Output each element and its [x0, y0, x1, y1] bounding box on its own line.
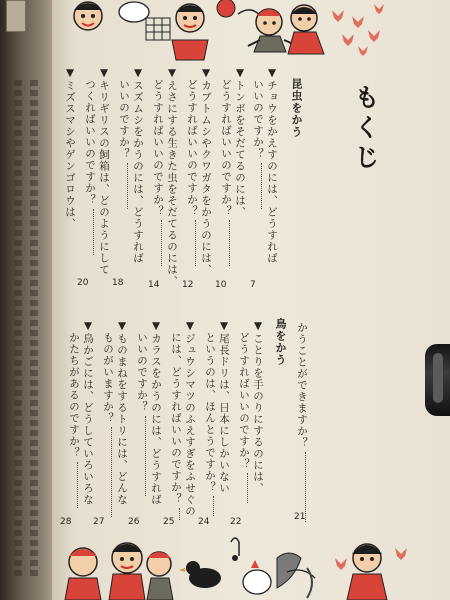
toc-entry-line: ▼鳥かごには、どうしていろいろな — [82, 320, 94, 506]
page-number: 10 — [215, 280, 227, 290]
leader-dots — [145, 416, 146, 496]
page-number: 12 — [182, 280, 194, 290]
toc-entry-line: ▼ものまねをするトリには、どんな — [116, 320, 128, 506]
toc-entry-continuation: ものがいますか？ — [102, 332, 114, 520]
toc-entry-continuation: には、どうすればいいのですか？ — [170, 332, 182, 523]
page-number: 26 — [128, 517, 140, 527]
page-number: 18 — [112, 278, 124, 288]
toc-entry-continuation: どうすればいいのですか？ — [220, 79, 232, 269]
page-corner-tab — [6, 0, 26, 32]
toc-entry-continuation: というのは、ほんとうですか？ — [204, 332, 216, 519]
section-heading: 昆虫をかう — [290, 78, 303, 138]
leader-dots — [247, 473, 248, 503]
page-number: 28 — [60, 517, 72, 527]
toc-entry-continuation: どうすればいいのですか？ — [238, 332, 250, 506]
cartoon-children-illustration-top — [62, 0, 392, 68]
toc-entry-continuation: いいのですか？ — [136, 332, 148, 499]
page-number: 14 — [148, 280, 160, 290]
page-number: 7 — [250, 280, 256, 290]
leader-dots — [77, 462, 78, 508]
page-number: 21 — [294, 512, 306, 522]
cartoon-animals-illustration-bottom — [55, 528, 435, 600]
leader-dots — [213, 496, 214, 516]
previous-page-edge — [0, 0, 60, 600]
toc-entry-continuation: どうすればいいのですか？ — [152, 79, 164, 269]
toc-entry-line: ▼カブトムシやクワガタをかうのには、 — [200, 67, 212, 276]
toc-entry-continuation: かうことができますか？ — [296, 322, 308, 525]
toc-entry-continuation: つくればいいのですか？ — [84, 79, 96, 258]
leader-dots — [179, 508, 180, 520]
binder-clip-highlight — [433, 353, 443, 403]
toc-entry-line: ▼えさにする生きた虫をそだてるのには、 — [166, 67, 178, 287]
leader-dots — [195, 220, 196, 266]
page-number: 25 — [163, 517, 175, 527]
page-number: 24 — [198, 517, 210, 527]
toc-entry-continuation: いいのですか？ — [118, 79, 130, 212]
toc-entry-continuation: どうすればいいのですか？ — [186, 79, 198, 269]
toc-entry-line: ▼チョウをかえすのには、どうすれば — [266, 67, 278, 264]
toc-entry-line: ▼スズムシをかうのには、どうすれば — [132, 67, 144, 264]
leader-dots — [261, 163, 262, 209]
toc-entry-line: ▼カラスをかうのには、どうすれば — [150, 320, 162, 506]
previous-page-text-blur — [14, 80, 22, 580]
leader-dots — [305, 452, 306, 522]
toc-entry-line: ▼ミズスマシやゲンゴロウは、 — [64, 67, 76, 230]
leader-dots — [229, 220, 230, 266]
section-heading: 鳥をかう — [274, 318, 287, 366]
toc-entry-continuation: いいのですか？ — [252, 79, 264, 212]
toc-entry-line: ▼ことりを手のりにするのには、 — [252, 320, 264, 494]
leader-dots — [161, 220, 162, 266]
leader-dots — [111, 427, 112, 517]
page-number: 27 — [93, 517, 105, 527]
page-title: もくじ — [351, 84, 380, 174]
previous-page-text-blur — [30, 80, 38, 580]
toc-entry-continuation: かたちがあるのですか？ — [68, 332, 80, 511]
toc-entry-line: ▼尾長ドリは、日本にしかいない — [218, 320, 230, 494]
toc-entry-line: ▼キリギリスの飼箱は、どのようにして — [98, 67, 110, 276]
leader-dots — [93, 209, 94, 255]
leader-dots — [127, 163, 128, 209]
page-number: 22 — [230, 517, 242, 527]
toc-entry-line: ▼トンボをそだてるのには、 — [234, 67, 246, 218]
toc-entry-line: ▼ジュウシマツのふえすぎをふせぐの — [184, 320, 196, 517]
page-number: 20 — [77, 278, 89, 288]
